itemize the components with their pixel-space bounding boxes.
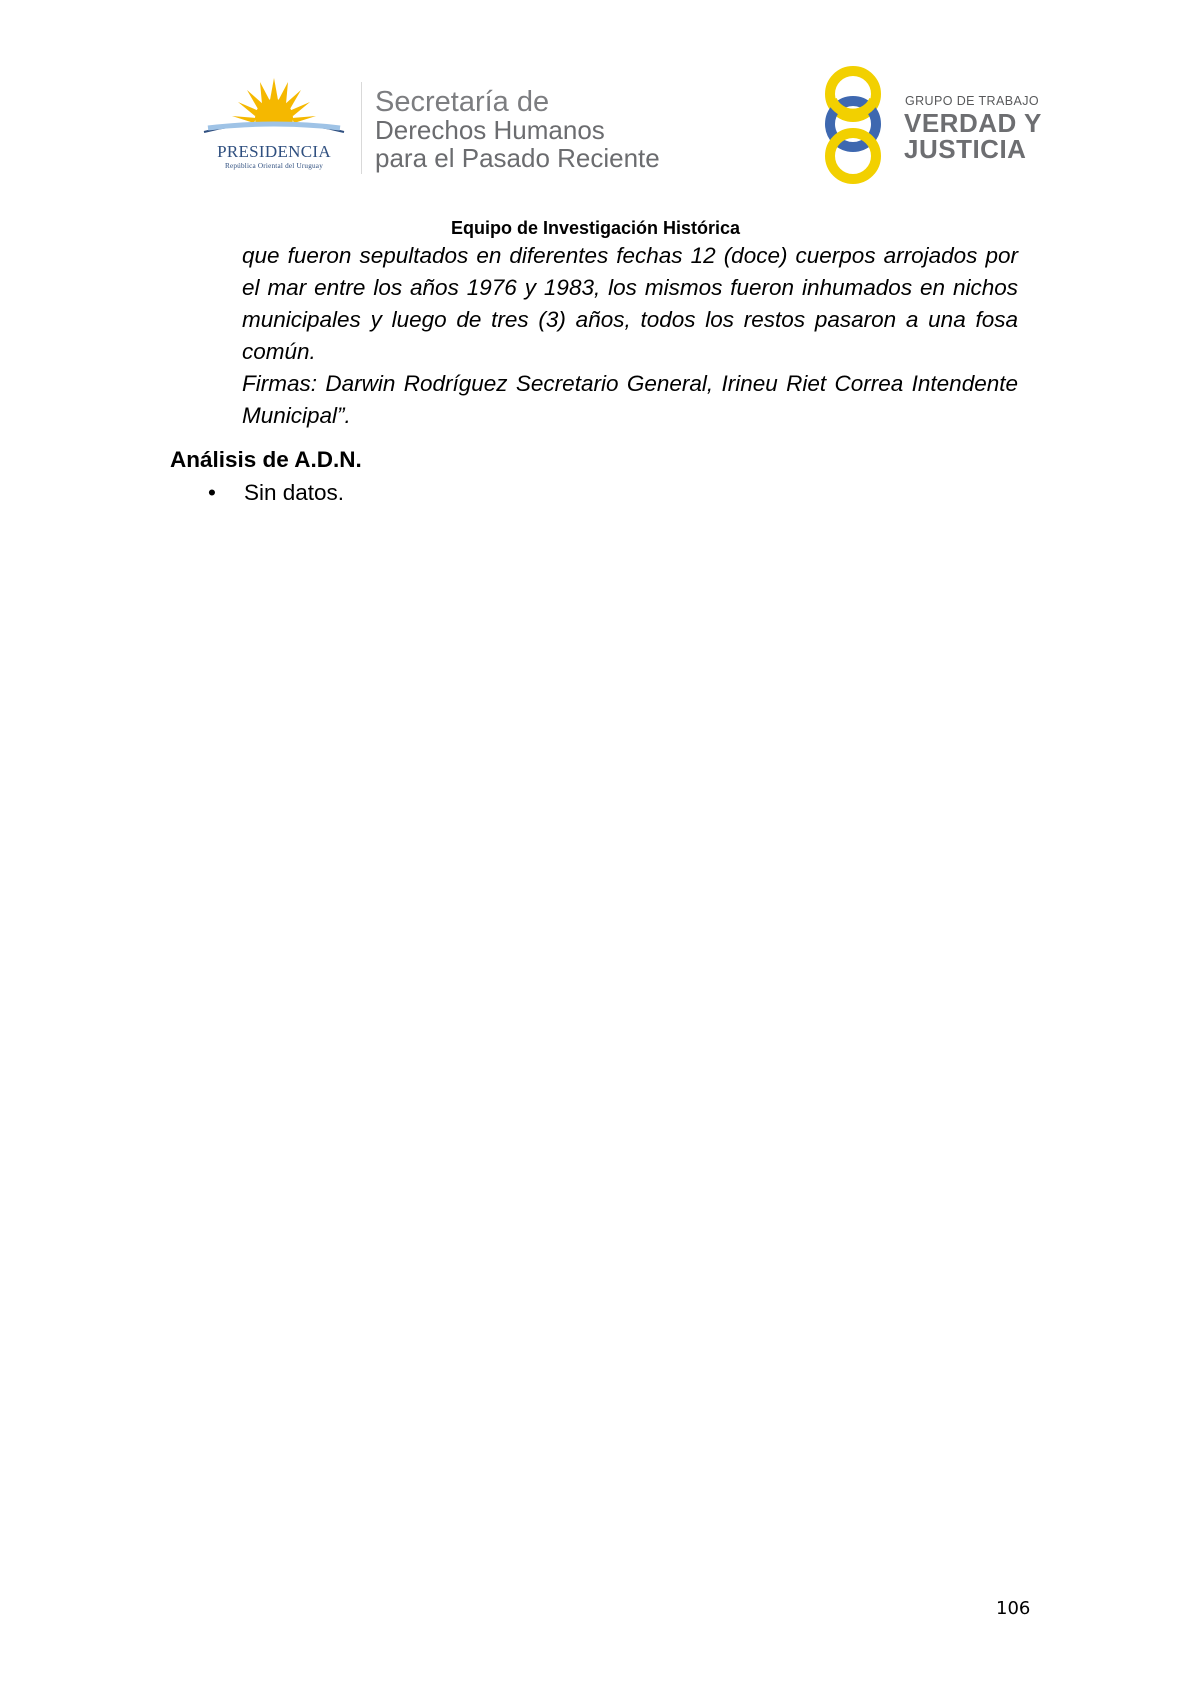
secretaria-line-1: Secretaría de xyxy=(375,86,550,118)
logo-divider xyxy=(361,82,362,174)
presidencia-logo xyxy=(198,78,350,178)
signatures-paragraph: Firmas: Darwin Rodríguez Secretario General, Irineu Riet Correa Intendente Municipal”. xyxy=(242,371,1018,428)
presidencia-name: PRESIDENCIA xyxy=(217,142,331,161)
gtvj-line-3: JUSTICIA xyxy=(904,134,1027,164)
bullet-icon: • xyxy=(208,480,216,505)
team-title: Equipo de Investigación Histórica xyxy=(450,218,741,238)
secretaria-line-2: Derechos Humanos xyxy=(375,115,605,145)
secretaria-line-3: para el Pasado Reciente xyxy=(375,143,660,173)
gtvj-line-2: VERDAD Y xyxy=(904,108,1042,138)
verdad-y-justicia-logo xyxy=(815,62,1045,192)
presidencia-subtitle: República Oriental del Uruguay xyxy=(224,162,323,170)
page-number: 106 xyxy=(996,1598,1031,1619)
page-header xyxy=(0,0,1191,200)
quoted-text-block xyxy=(242,240,1018,432)
dna-analysis-list xyxy=(170,478,344,508)
uruguay-sun-icon xyxy=(198,78,350,144)
dna-analysis-heading: Análisis de A.D.N. xyxy=(170,447,362,472)
quote-paragraph: que fueron sepultados en diferentes fechas 12 (doce) cuerpos arrojados por el mar entre los años 1976 y 1983, los mismos fueron inhumados en nichos municipales y luego de tres (3) años, todos los restos pasaron a una fosa común. xyxy=(242,243,1018,364)
list-item xyxy=(170,478,344,508)
gtvj-line-1: GRUPO DE TRABAJO xyxy=(905,94,1039,108)
secretaria-logo-text xyxy=(375,88,660,172)
list-item-text: Sin datos. xyxy=(244,480,345,505)
interlocked-rings-icon xyxy=(815,62,895,192)
